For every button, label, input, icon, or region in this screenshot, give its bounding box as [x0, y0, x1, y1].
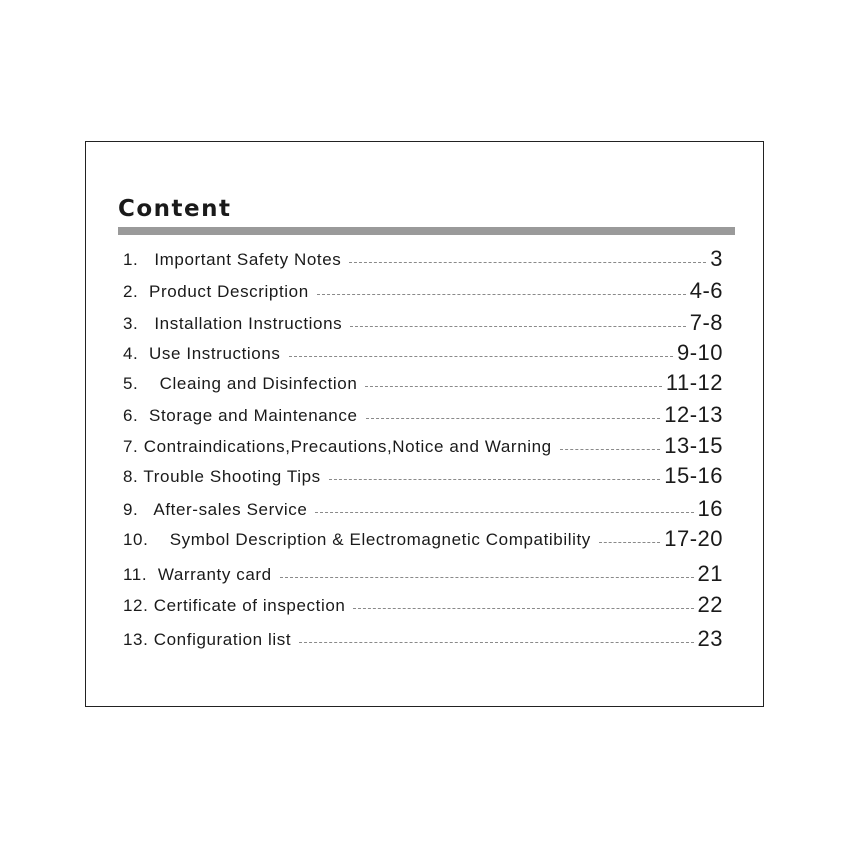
toc-entry-page: 12-13: [664, 402, 723, 427]
toc-entry-storage: [123, 400, 723, 428]
toc-entry-title: 1. Important Safety Notes: [123, 250, 342, 269]
toc-entry-page: 13-15: [664, 433, 723, 458]
dotted-leader: [329, 479, 660, 480]
toc-entry-title: 4. Use Instructions: [123, 344, 281, 363]
toc-entry-page: 15-16: [664, 463, 723, 488]
dotted-leader: [349, 262, 706, 263]
toc-entry-certificate: [123, 590, 723, 618]
toc-entry-use-instructions: [123, 338, 723, 366]
toc-entry-page: 16: [697, 496, 723, 521]
toc-entry-page: 17-20: [664, 526, 723, 551]
toc-entry-page: 7-8: [689, 310, 723, 335]
dotted-leader: [350, 326, 685, 327]
contents-heading: Content: [118, 196, 232, 222]
toc-entry-page: 23: [697, 626, 723, 651]
toc-entry-title: 10. Symbol Description & Electromagnetic Compatibility: [123, 530, 591, 549]
toc-entry-cleaning: [123, 368, 723, 396]
toc-entry-contraindications: [123, 431, 723, 459]
dotted-leader: [366, 418, 661, 419]
toc-entry-configuration: [123, 624, 723, 652]
toc-entry-page: 22: [697, 592, 723, 617]
toc-entry-title: 5. Cleaing and Disinfection: [123, 374, 358, 393]
toc-entry-title: 7. Contraindications,Precautions,Notice and Warning: [123, 437, 552, 456]
dotted-leader: [280, 577, 694, 578]
toc-entry-page: 4-6: [689, 278, 723, 303]
toc-entry-title: 11. Warranty card: [123, 565, 272, 584]
toc-entry-page: 3: [710, 246, 723, 271]
dotted-leader: [353, 608, 693, 609]
toc-entry-product-description: [123, 276, 723, 304]
toc-entry-warranty: [123, 559, 723, 587]
dotted-leader: [289, 356, 673, 357]
toc-entry-safety-notes: [123, 244, 723, 272]
toc-entry-title: 13. Configuration list: [123, 630, 292, 649]
toc-entry-title: 3. Installation Instructions: [123, 314, 343, 333]
toc-entry-title: 8. Trouble Shooting Tips: [123, 467, 321, 486]
dotted-leader: [560, 449, 660, 450]
dotted-leader: [599, 542, 660, 543]
toc-entry-title: 6. Storage and Maintenance: [123, 406, 358, 425]
toc-entry-after-sales: [123, 494, 723, 522]
toc-entry-page: 9-10: [676, 340, 723, 365]
toc-entry-troubleshooting: [123, 461, 723, 489]
dotted-leader: [365, 386, 661, 387]
toc-entry-symbol-description: [123, 524, 723, 552]
dotted-leader: [317, 294, 686, 295]
dotted-leader: [315, 512, 693, 513]
toc-entry-title: 2. Product Description: [123, 282, 309, 301]
heading-underline-bar: [118, 227, 735, 235]
toc-entry-title: 12. Certificate of inspection: [123, 596, 346, 615]
dotted-leader: [299, 642, 693, 643]
toc-entry-title: 9. After-sales Service: [123, 500, 308, 519]
toc-entry-page: 11-12: [665, 370, 723, 395]
toc-entry-installation: [123, 308, 723, 336]
toc-entry-page: 21: [697, 561, 723, 586]
